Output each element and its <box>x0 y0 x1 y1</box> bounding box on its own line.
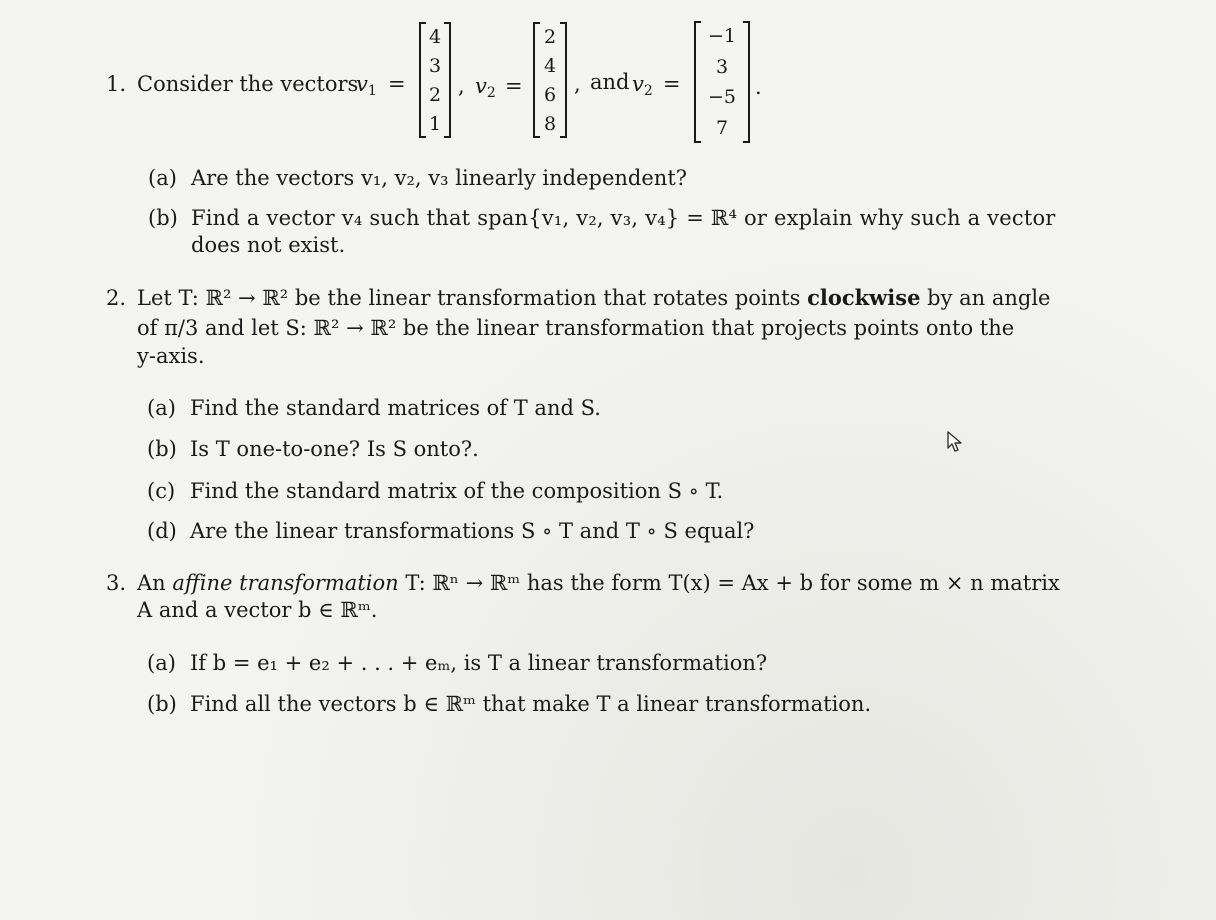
v2-entry: 4 <box>543 54 557 77</box>
v3-entry: 3 <box>715 55 729 78</box>
q3-b-text: Find all the vectors b ∈ ℝᵐ that make T a linear transformation. <box>190 692 872 716</box>
v3-entry: −5 <box>707 86 736 109</box>
worksheet-page: 1. Consider the vectors $v_1$ = 4 3 2 1 , $v_2$ = 2 4 6 8 , and $v_2$ = −1 3 −5 7 . (a) Are the vectors v₁, v₂, v₃ linearly independent? (b) Find a vector v₄ such that span{v₁, v₂, v₃, v₄} = ℝ⁴ or explain why such a vector does not exist. 2. Let T: ℝ² → ℝ² be the linear transformation that rotates points clockwise by an angle of π/3 and let S: ℝ² → ℝ² be the linear transformation that projects points onto the y-axis. (a) Find the standard matrices of T and S. (b) Is T one-to-one? Is S onto?. (c) Find the standard matrix of the composition S ∘ T. (d) Are the linear transformations S ∘ T and T ∘ S equal? 3. An affine transformation T: ℝⁿ → ℝᵐ has the form T(x) = Ax + b for some m × n matrix A and a vector b ∈ ℝᵐ. (a) If b = e₁ + e₂ + . . . + eₘ, is T a linear transformation? (b) Find all the vectors b ∈ ℝᵐ that make T a linear transformation. <box>0 0 1216 920</box>
v2-entry: 2 <box>543 25 557 48</box>
q3-line2: A and a vector b ∈ ℝᵐ. <box>137 598 378 622</box>
v1-entry: 1 <box>428 112 442 135</box>
q1-intro: Consider the vectors <box>137 72 359 96</box>
v2-entry: 6 <box>543 83 557 106</box>
q2-c-label: (c) <box>147 479 176 503</box>
q1-v3-label: $v_2$ <box>632 72 653 99</box>
q2-c-text: Find the standard matrix of the composition S ∘ T. <box>190 479 724 503</box>
q3-line1: An affine transformation T: ℝⁿ → ℝᵐ has the form T(x) = Ax + b for some m × n matrix <box>137 571 1060 595</box>
q3-b-label: (b) <box>147 692 177 716</box>
q1-v2-label: $v_2$ <box>475 74 496 101</box>
q2-line1: Let T: ℝ² → ℝ² be the linear transformation that rotates points clockwise by an angle <box>137 285 1051 310</box>
vector-v2-matrix <box>533 22 567 138</box>
q3-affine-term: affine transformation <box>172 571 399 595</box>
q2-b-label: (b) <box>147 437 177 461</box>
q2-a-text: Find the standard matrices of T and S. <box>190 396 601 420</box>
q2-d-label: (d) <box>147 519 177 543</box>
v1-entry: 2 <box>428 83 442 106</box>
vector-v3-matrix <box>694 21 750 143</box>
v3-entry: −1 <box>707 25 736 48</box>
q2-a-label: (a) <box>147 396 176 420</box>
v1-entry: 3 <box>428 54 442 77</box>
q3-a-text: If b = e₁ + e₂ + . . . + eₘ, is T a linear transformation? <box>190 651 768 675</box>
q1-eq-2: = <box>505 74 523 98</box>
q2-number: 2. <box>106 286 127 310</box>
q2-b-text: Is T one-to-one? Is S onto?. <box>190 437 479 461</box>
q3-number: 3. <box>106 571 127 595</box>
mouse-pointer-icon <box>946 430 964 454</box>
q1-v1-label: $v_1$ <box>356 72 377 99</box>
q1-b-text-line1: Find a vector v₄ such that span{v₁, v₂, v₃, v₄} = ℝ⁴ or explain why such a vector <box>191 206 1056 230</box>
q1-a-label: (a) <box>148 166 177 190</box>
q2-line2: of π/3 and let S: ℝ² → ℝ² be the linear transformation that projects points onto the <box>137 316 1015 340</box>
q2-d-text: Are the linear transformations S ∘ T and T ∘ S equal? <box>190 519 755 543</box>
q1-a-text: Are the vectors v₁, v₂, v₃ linearly independent? <box>191 166 688 190</box>
q1-b-label: (b) <box>148 206 178 230</box>
q2-line3: y-axis. <box>137 344 205 368</box>
v2-entry: 8 <box>543 112 557 135</box>
q1-eq-3: = <box>663 72 681 96</box>
vector-v1-matrix <box>419 22 451 138</box>
v1-entry: 4 <box>428 25 442 48</box>
v3-entry: 7 <box>715 116 729 139</box>
q2-clockwise: clockwise <box>807 285 921 310</box>
q1-and: and <box>590 70 630 94</box>
q1-eq-1: = <box>388 72 406 96</box>
q3-a-label: (a) <box>147 651 176 675</box>
q1-number: 1. <box>106 72 127 96</box>
q1-b-text-line2: does not exist. <box>191 233 346 257</box>
